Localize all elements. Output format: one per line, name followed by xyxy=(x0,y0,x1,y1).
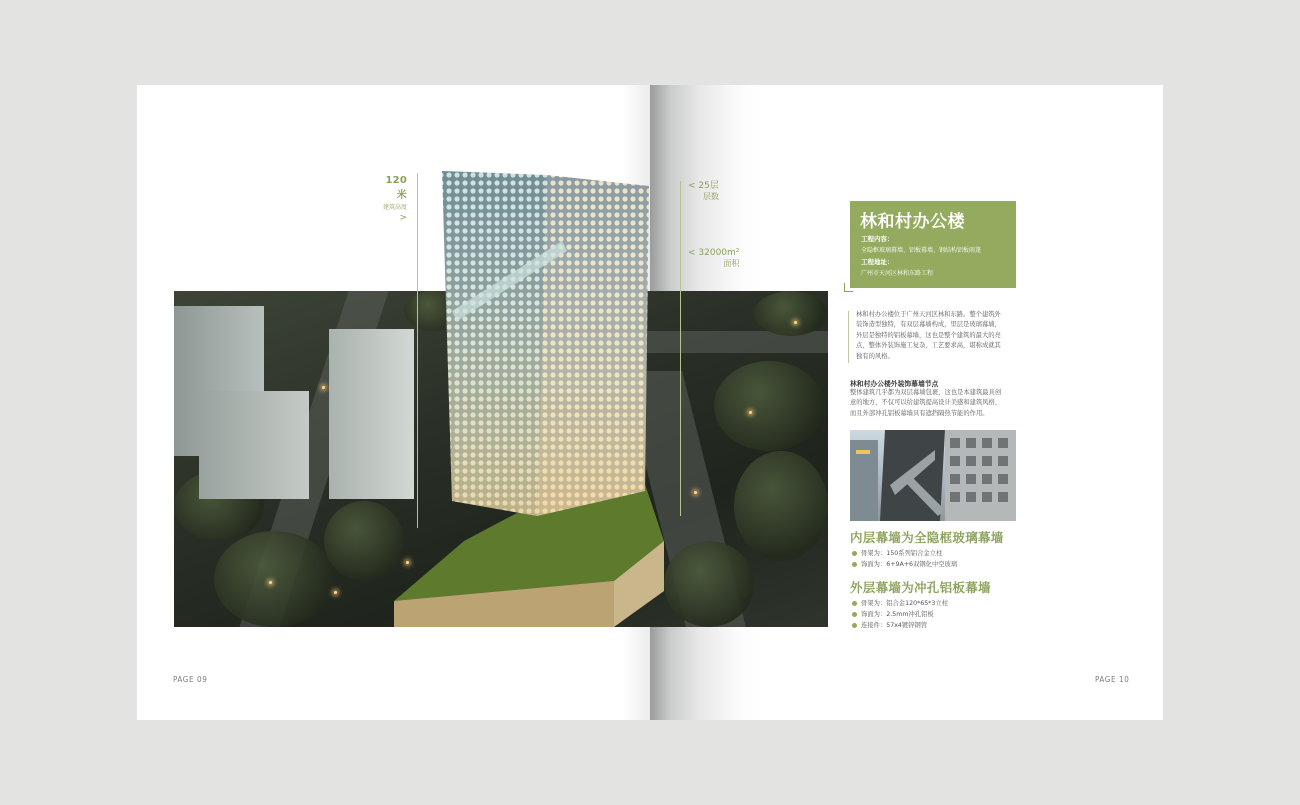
node-heading: 林和村办公楼外装饰幕墙节点 xyxy=(850,380,939,388)
project-title-box xyxy=(850,201,1016,288)
arrow-icon: > xyxy=(399,213,407,223)
item-text: 骨架为：铝合金120*65*3立柱 xyxy=(861,600,949,607)
description-paragraph xyxy=(856,310,1021,362)
tree-cluster xyxy=(714,361,824,451)
street-light xyxy=(794,321,797,324)
outer-wall-item xyxy=(852,609,934,618)
tree-cluster xyxy=(214,531,334,627)
item-text: 饰面为：6+9A+6双钢化中空玻璃 xyxy=(861,561,958,568)
area-label: 面积 xyxy=(723,259,740,268)
node-line: 整体建筑几乎都为双层幕墙包裹，这也是本建筑最具创 xyxy=(850,389,1002,396)
corner-mark xyxy=(844,283,853,292)
project-title: 林和村办公楼 xyxy=(860,212,965,232)
bullet-icon xyxy=(852,612,857,617)
project-address-label: 工程地址： xyxy=(861,258,894,266)
height-guide-line xyxy=(417,173,418,528)
outer-wall-heading: 外层幕墙为冲孔铝板幕墙 xyxy=(850,580,991,595)
street-light xyxy=(406,561,409,564)
inner-wall-item xyxy=(852,548,942,557)
bullet-icon xyxy=(852,623,857,628)
paragraph-rule xyxy=(848,311,849,363)
street-light xyxy=(749,411,752,414)
project-content-value: 全隐框玻璃幕墙、铝板幕墙、钢结构铝板雨篷 xyxy=(861,247,982,254)
item-text: 饰面为：2.5mm冲孔铝板 xyxy=(861,611,934,618)
description-line: 林和村办公楼位于广州天河区林和东路。整个建筑外 xyxy=(856,311,1001,318)
project-content-label: 工程内容： xyxy=(861,235,894,243)
page-number-left: PAGE 09 xyxy=(173,675,208,684)
side-building xyxy=(199,391,309,499)
node-line: 意的地方，不仅可以给建筑提高设计美感和建筑风格， xyxy=(850,399,1002,407)
area-annotation xyxy=(688,248,739,269)
brochure-spread xyxy=(137,85,1163,720)
inner-wall-item xyxy=(852,559,957,568)
description-line: 点，整体外装饰施工复杂，工艺要求高，堪称成就其 xyxy=(856,342,1001,350)
floors-label: 层数 xyxy=(702,192,719,201)
description-line: 独有的风格。 xyxy=(856,352,894,360)
node-line: 而且外部冲孔铝板幕墙具有遮挡隔热节能的作用。 xyxy=(850,409,989,417)
item-text: 连接件：57x4镀锌钢管 xyxy=(861,622,928,629)
bullet-icon xyxy=(852,601,857,606)
area-value: < 32000m² xyxy=(688,248,740,258)
inner-wall-heading: 内层幕墙为全隐框玻璃幕墙 xyxy=(850,530,1004,545)
bullet-icon xyxy=(852,551,857,556)
street-light xyxy=(322,386,325,389)
tree-cluster xyxy=(754,291,828,336)
node-paragraph xyxy=(850,388,1022,419)
description-line: 装饰造型独特，有双层幕墙构成，里层是玻璃幕墙， xyxy=(856,321,1001,329)
description-line: 外层是独特的铝板幕墙，这也是整个建筑的最大的亮 xyxy=(856,331,1001,339)
tree-cluster xyxy=(664,541,754,627)
floors-annotation xyxy=(688,178,719,202)
street-light xyxy=(269,581,272,584)
outer-wall-item xyxy=(852,620,927,629)
street-light xyxy=(694,491,697,494)
guide-line xyxy=(680,181,681,516)
tower xyxy=(437,171,657,541)
page-number-right: PAGE 10 xyxy=(1095,675,1130,684)
outer-wall-item xyxy=(852,598,948,607)
street-light xyxy=(334,591,337,594)
height-label: 建筑高度 xyxy=(382,204,407,211)
project-address-value: 广州市天河区林和东路工程 xyxy=(861,270,934,277)
bullet-icon xyxy=(852,562,857,567)
tree-cluster xyxy=(734,451,828,561)
facade-detail-photo xyxy=(850,430,1016,521)
height-value: 120米 xyxy=(385,175,407,201)
height-annotation xyxy=(377,175,407,223)
floors-value: < 25层 xyxy=(688,181,719,191)
item-text: 骨架为：150系列铝合金立柱 xyxy=(861,550,943,557)
